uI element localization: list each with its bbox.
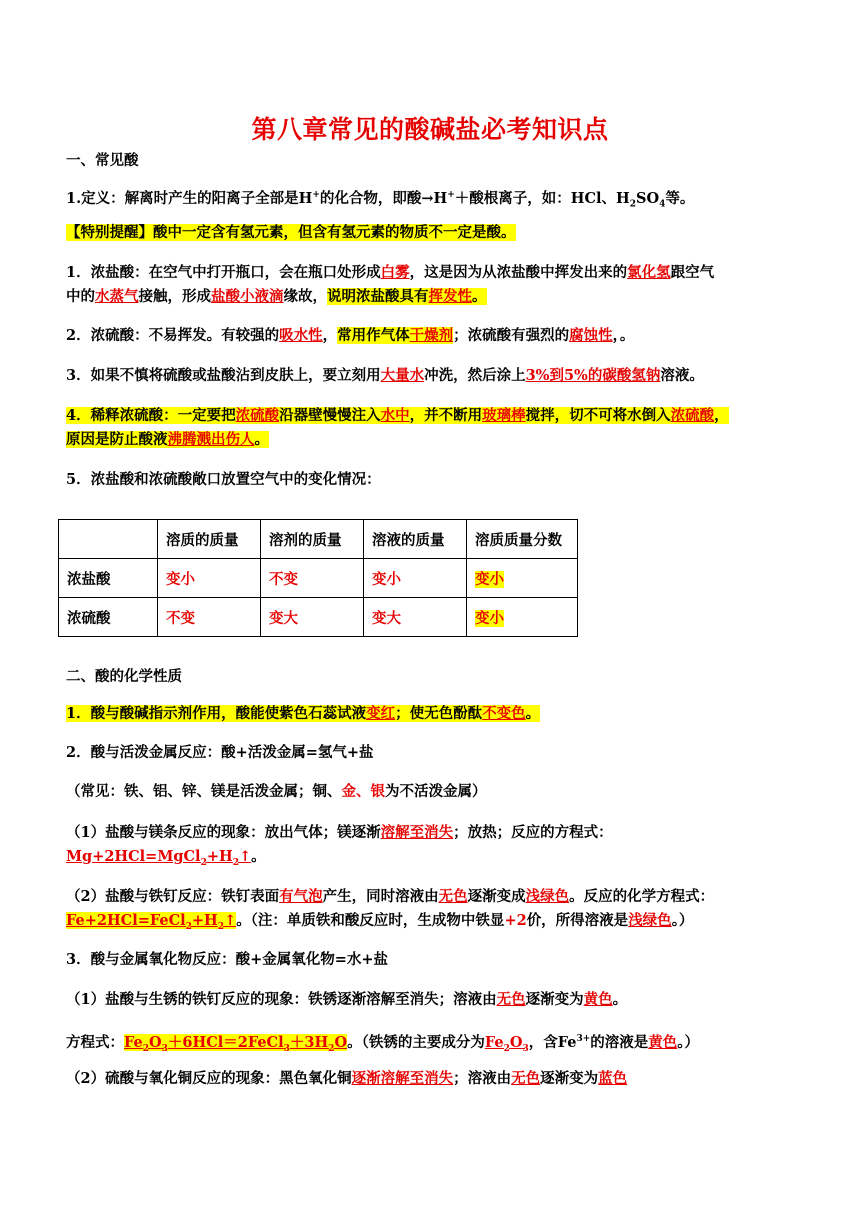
table-header-cell [59, 520, 158, 559]
table-header-cell: 溶质质量分数 [467, 520, 578, 559]
active-metals-note: （常见：铁、铝、锌、镁是活泼金属；铜、金、银为不活泼金属） [66, 783, 487, 800]
hcl-magnesium: （1）盐酸与镁条反应的现象：放出气体；镁逐渐溶解至消失；放热；反应的方程式： [66, 824, 613, 841]
hcl-rust-equation: 方程式：$Fe_2O_3+6HCl=2FeCl_3+3H_2O$。（铁锈的主要成分为$Fe_2O_3$，含$Fe^{3+}$的溶液是黄色。） [66, 1033, 700, 1054]
table-cell: 变大 [364, 598, 467, 637]
point-open-exposure: 5．浓盐酸和浓硫酸敞口放置空气中的变化情况： [66, 471, 381, 488]
hcl-iron-equation: $Fe+2HCl=FeCl_2+H_2↑$。（注：单质铁和酸反应时，生成物中铁显+2价，所得溶液是浅绿色。） [66, 912, 694, 932]
property-indicator: 1．酸与酸碱指示剂作用，酸能使紫色石蕊试液变红；使无色酚酞不变色。 [66, 705, 541, 722]
hcl-rust: （1）盐酸与生锈的铁钉反应的现象：铁锈逐渐溶解至消失；溶液由无色逐渐变为黄色。 [66, 991, 628, 1008]
point-concentrated-hcl-cont: 中的水蒸气接触，形成盐酸小液滴缘故，说明浓盐酸具有挥发性。 [66, 288, 487, 305]
table-header-cell: 溶液的质量 [364, 520, 467, 559]
section-heading-common-acids: 一、常见酸 [66, 152, 139, 169]
table-cell: 不变 [261, 559, 364, 598]
table-cell: 变小 [364, 559, 467, 598]
table-header-cell: 溶剂的质量 [261, 520, 364, 559]
point-concentrated-hcl: 1．浓盐酸：在空气中打开瓶口，会在瓶口处形成白雾，这是因为从浓盐酸中挥发出来的氯化氢跟空气 [66, 264, 715, 281]
table-cell: 变小 [467, 559, 578, 598]
table-header-row [59, 520, 578, 559]
table-cell: 不变 [158, 598, 261, 637]
property-metal-oxides: 3．酸与金属氧化物反应：酸+金属氧化物=水+盐 [66, 951, 389, 968]
table-header-cell: 溶质的质量 [158, 520, 261, 559]
table-row [59, 559, 578, 598]
table-cell: 变大 [261, 598, 364, 637]
page-title: 第八章常见的酸碱盐必考知识点 [251, 115, 609, 144]
table-cell: 变小 [158, 559, 261, 598]
point-dilution: 4．稀释浓硫酸：一定要把浓硫酸沿器壁慢慢注入水中，并不断用玻璃棒搅拌，切不可将水倒入浓硫酸， [66, 407, 729, 424]
h2so4-copper-oxide: （2）硫酸与氧化铜反应的现象：黑色氧化铜逐渐溶解至消失；溶液由无色逐渐变为蓝色 [66, 1070, 628, 1087]
table-cell: 浓盐酸 [59, 559, 158, 598]
comparison-table [58, 519, 578, 637]
section-heading-acid-properties: 二、酸的化学性质 [66, 668, 182, 685]
table-cell: 浓硫酸 [59, 598, 158, 637]
special-tip: 【特别提醒】酸中一定含有氢元素，但含有氢元素的物质不一定是酸。 [66, 224, 516, 241]
property-active-metals: 2．酸与活泼金属反应：酸+活泼金属=氢气+盐 [66, 744, 374, 761]
table-cell: 变小 [467, 598, 578, 637]
point-dilution-cont: 原因是防止酸液沸腾溅出伤人。 [66, 431, 269, 448]
point-concentrated-h2so4: 2．浓硫酸：不易挥发。有较强的吸水性，常用作气体干燥剂；浓硫酸有强烈的腐蚀性，。 [66, 327, 635, 344]
hcl-iron: （2）盐酸与铁钉反应：铁钉表面有气泡产生，同时溶液由无色逐渐变成浅绿色。反应的化学方程式： [66, 888, 715, 905]
acid-definition: 1.定义：解离时产生的阳离子全部是H+的化合物，即酸→H+＋酸根离子，如：HCl、$H_2SO_4$等。 [66, 189, 695, 210]
table-row [59, 598, 578, 637]
hcl-magnesium-equation: $Mg+2HCl=MgCl_2+H_2↑$。 [66, 848, 266, 868]
point-skin-contact: 3．如果不慎将硫酸或盐酸沾到皮肤上，要立刻用大量水冲洗，然后涂上3%到5%的碳酸氢钠溶液。 [66, 367, 704, 384]
